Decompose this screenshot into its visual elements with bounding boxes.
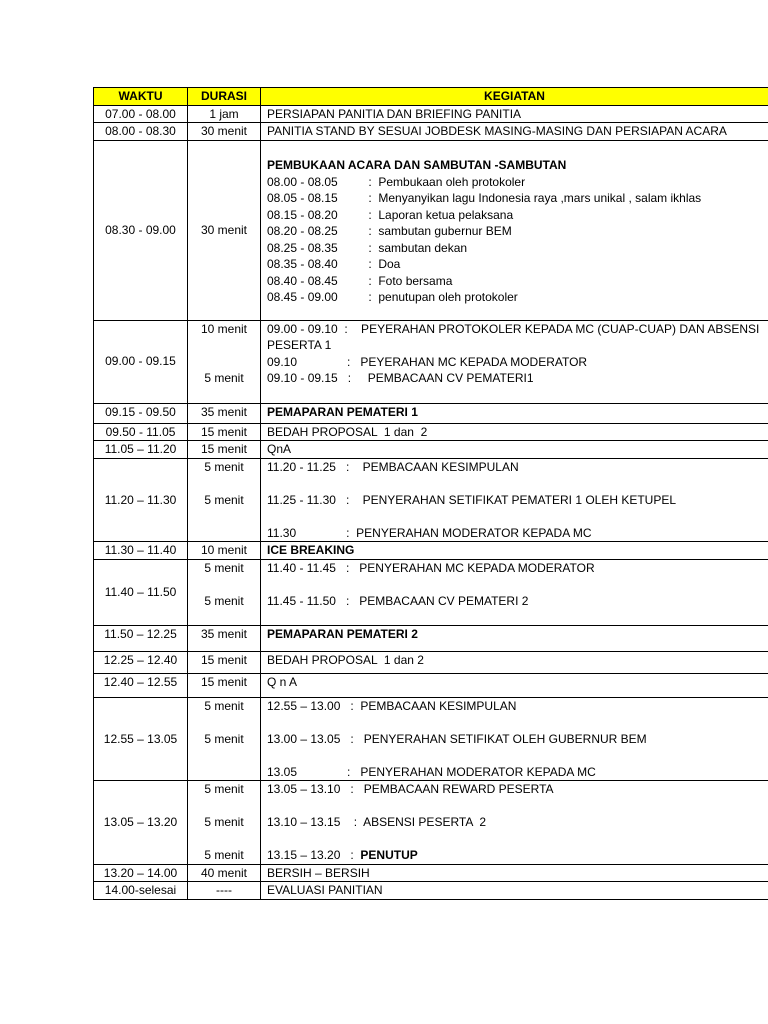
table-row [94, 697, 768, 781]
agenda-text: Pembukaan oleh protokoler [378, 174, 526, 189]
activity-line: 11.20 - 11.25 : PEMBACAAN KESIMPULAN [267, 459, 519, 474]
waktu-cell: 12.25 – 12.40 [94, 651, 188, 673]
kegiatan-cell: PERSIAPAN PANITIA DAN BRIEFING PANITIA [261, 105, 768, 123]
durasi-cell: 30 menit [188, 123, 261, 141]
activity-line: 09.00 - 09.10 : PEYERAHAN PROTOKOLER KEPADA MC (CUAP-CUAP) DAN ABSENSI [267, 321, 760, 336]
table-row [94, 559, 768, 625]
durasi-text: 5 menit [204, 815, 244, 829]
table-row [94, 864, 768, 882]
durasi-text: 5 menit [204, 371, 244, 385]
header-kegiatan: KEGIATAN [261, 88, 768, 106]
kegiatan-cell [261, 140, 768, 320]
waktu-cell: 09.00 - 09.15 [94, 320, 188, 403]
table-row [94, 882, 768, 900]
agenda-time: 08.15 - 08.20 [267, 207, 338, 222]
agenda-item: 08.20 - 08.25 : sambutan gubernur BEM [267, 224, 512, 238]
durasi-cell: 15 menit [188, 441, 261, 459]
table-row [94, 140, 768, 320]
kegiatan-cell: PANITIA STAND BY SESUAI JOBDESK MASING-MASING DAN PERSIAPAN ACARA [261, 123, 768, 141]
agenda-item: 08.05 - 08.15 : Menyanyikan lagu Indonesia raya ,mars unikal , salam ikhlas [267, 191, 702, 205]
durasi-text: 5 menit [204, 848, 244, 862]
durasi-cell [188, 140, 261, 320]
kegiatan-cell: BEDAH PROPOSAL 1 dan 2 [261, 423, 768, 441]
kegiatan-cell: PEMAPARAN PEMATERI 2 [261, 625, 768, 651]
waktu-cell: 11.05 – 11.20 [94, 441, 188, 459]
agenda-time: 08.00 - 08.05 [267, 174, 338, 189]
agenda-text: Doa [378, 257, 401, 271]
activity-line [267, 847, 762, 864]
table-row [94, 403, 768, 423]
durasi-cell [188, 697, 261, 781]
durasi-text: 5 menit [204, 492, 244, 507]
kegiatan-cell: Q n A [261, 673, 768, 697]
activity-line: 11.45 - 11.50 : PEMBACAAN CV PEMATERI 2 [267, 593, 529, 608]
durasi-text: 5 menit [204, 698, 244, 713]
activity-line: 09.10 : PEYERAHAN MC KEPADA MODERATOR [267, 354, 588, 369]
durasi-cell: 35 menit [188, 625, 261, 651]
durasi-cell: 10 menit [188, 542, 261, 560]
durasi-cell: 1 jam [188, 105, 261, 123]
section-title: PEMBUKAAN ACARA DAN SAMBUTAN -SAMBUTAN [267, 158, 567, 172]
durasi-text: 30 menit [200, 222, 248, 237]
kegiatan-cell: BERSIH – BERSIH [261, 864, 768, 882]
agenda-time: 08.40 - 08.45 [267, 273, 338, 288]
agenda-item: 08.45 - 09.00 : penutupan oleh protokoler [267, 290, 518, 304]
durasi-text: 5 menit [204, 782, 244, 796]
kegiatan-cell: EVALUASI PANITIAN [261, 882, 768, 900]
durasi-cell: 15 menit [188, 673, 261, 697]
agenda-text: penutupan oleh protokoler [378, 290, 518, 304]
table-row [94, 542, 768, 560]
kegiatan-cell [261, 781, 768, 865]
table-row [94, 673, 768, 697]
activity-line: 11.25 - 11.30 : PENYERAHAN SETIFIKAT PEMATERI 1 OLEH KETUPEL [267, 492, 677, 507]
durasi-text: 5 menit [204, 731, 244, 746]
waktu-cell: 08.30 - 09.00 [94, 140, 188, 320]
waktu-cell: 08.00 - 08.30 [94, 123, 188, 141]
durasi-cell: 15 menit [188, 651, 261, 673]
durasi-cell: 15 menit [188, 423, 261, 441]
activity-line: PESERTA 1 [267, 338, 332, 352]
waktu-cell: 09.15 - 09.50 [94, 403, 188, 423]
waktu-cell: 14.00-selesai [94, 882, 188, 900]
kegiatan-cell: BEDAH PROPOSAL 1 dan 2 [261, 651, 768, 673]
waktu-cell: 09.50 - 11.05 [94, 423, 188, 441]
table-row [94, 651, 768, 673]
table-row [94, 320, 768, 403]
agenda-text: Foto bersama [378, 273, 453, 288]
durasi-cell: 35 menit [188, 403, 261, 423]
agenda-item: 08.25 - 08.35 : sambutan dekan [267, 240, 468, 255]
agenda-text: sambutan gubernur BEM [378, 224, 512, 238]
activity-time: 13.15 – 13.20 : [267, 848, 361, 862]
table-header-row [94, 88, 768, 106]
waktu-cell: 11.50 – 12.25 [94, 625, 188, 651]
kegiatan-cell [261, 559, 768, 625]
agenda-text: Menyanyikan lagu Indonesia raya ,mars unikal , salam ikhlas [378, 191, 702, 205]
kegiatan-cell: PEMAPARAN PEMATERI 1 [261, 403, 768, 423]
table-row [94, 441, 768, 459]
durasi-cell [188, 320, 261, 403]
table-row [94, 781, 768, 865]
table-row [94, 625, 768, 651]
agenda-item: 08.35 - 08.40 : Doa [267, 257, 401, 271]
durasi-text: 5 menit [204, 560, 244, 575]
waktu-cell: 11.30 – 11.40 [94, 542, 188, 560]
activity-line: 12.55 – 13.00 : PEMBACAAN KESIMPULAN [267, 698, 517, 713]
agenda-time: 08.20 - 08.25 [267, 224, 338, 238]
agenda-item: 08.15 - 08.20 : Laporan ketua pelaksana [267, 207, 514, 222]
waktu-cell: 13.05 – 13.20 [94, 781, 188, 865]
waktu-cell: 13.20 – 14.00 [94, 864, 188, 882]
durasi-text: 10 menit [200, 321, 248, 336]
agenda-time: 08.35 - 08.40 [267, 257, 338, 271]
schedule-table [93, 87, 768, 900]
waktu-cell: 11.20 – 11.30 [94, 458, 188, 542]
kegiatan-cell: QnA [261, 441, 768, 459]
kegiatan-cell: ICE BREAKING [261, 542, 768, 560]
activity-line: 11.40 - 11.45 : PENYERAHAN MC KEPADA MODERATOR [267, 560, 595, 575]
table-row [94, 458, 768, 542]
durasi-cell: ---- [188, 882, 261, 900]
agenda-time: 08.25 - 08.35 [267, 240, 338, 255]
kegiatan-cell [261, 320, 768, 403]
waktu-cell: 12.40 – 12.55 [94, 673, 188, 697]
activity-line: 13.05 : PENYERAHAN MODERATOR KEPADA MC [267, 764, 596, 779]
table-row [94, 123, 768, 141]
waktu-cell: 11.40 – 11.50 [94, 559, 188, 625]
header-waktu: WAKTU [94, 88, 188, 106]
agenda-time: 08.05 - 08.15 [267, 191, 338, 205]
durasi-cell [188, 781, 261, 865]
durasi-text: 5 menit [204, 593, 244, 608]
agenda-text: Laporan ketua pelaksana [378, 207, 514, 222]
waktu-cell: 12.55 – 13.05 [94, 697, 188, 781]
waktu-cell: 07.00 - 08.00 [94, 105, 188, 123]
durasi-cell [188, 559, 261, 625]
durasi-cell [188, 458, 261, 542]
table-row [94, 105, 768, 123]
kegiatan-cell [261, 697, 768, 781]
activity-line: 11.30 : PENYERAHAN MODERATOR KEPADA MC [267, 525, 592, 540]
header-durasi: DURASI [188, 88, 261, 106]
activity-line: 13.10 – 13.15 : ABSENSI PESERTA 2 [267, 815, 487, 829]
agenda-item: 08.40 - 08.45 : Foto bersama [267, 273, 453, 288]
activity-line: 13.00 – 13.05 : PENYERAHAN SETIFIKAT OLEH GUBERNUR BEM [267, 731, 647, 746]
activity-text: PENUTUP [360, 848, 418, 862]
kegiatan-cell [261, 458, 768, 542]
agenda-item: 08.00 - 08.05 : Pembukaan oleh protokoler [267, 174, 526, 189]
activity-line: 13.05 – 13.10 : PEMBACAAN REWARD PESERTA [267, 782, 554, 796]
agenda-text: sambutan dekan [378, 240, 468, 255]
table-row [94, 423, 768, 441]
agenda-time: 08.45 - 09.00 [267, 290, 338, 304]
durasi-text: 5 menit [204, 459, 244, 474]
activity-line: 09.10 - 09.15 : PEMBACAAN CV PEMATERI1 [267, 371, 534, 385]
durasi-cell: 40 menit [188, 864, 261, 882]
